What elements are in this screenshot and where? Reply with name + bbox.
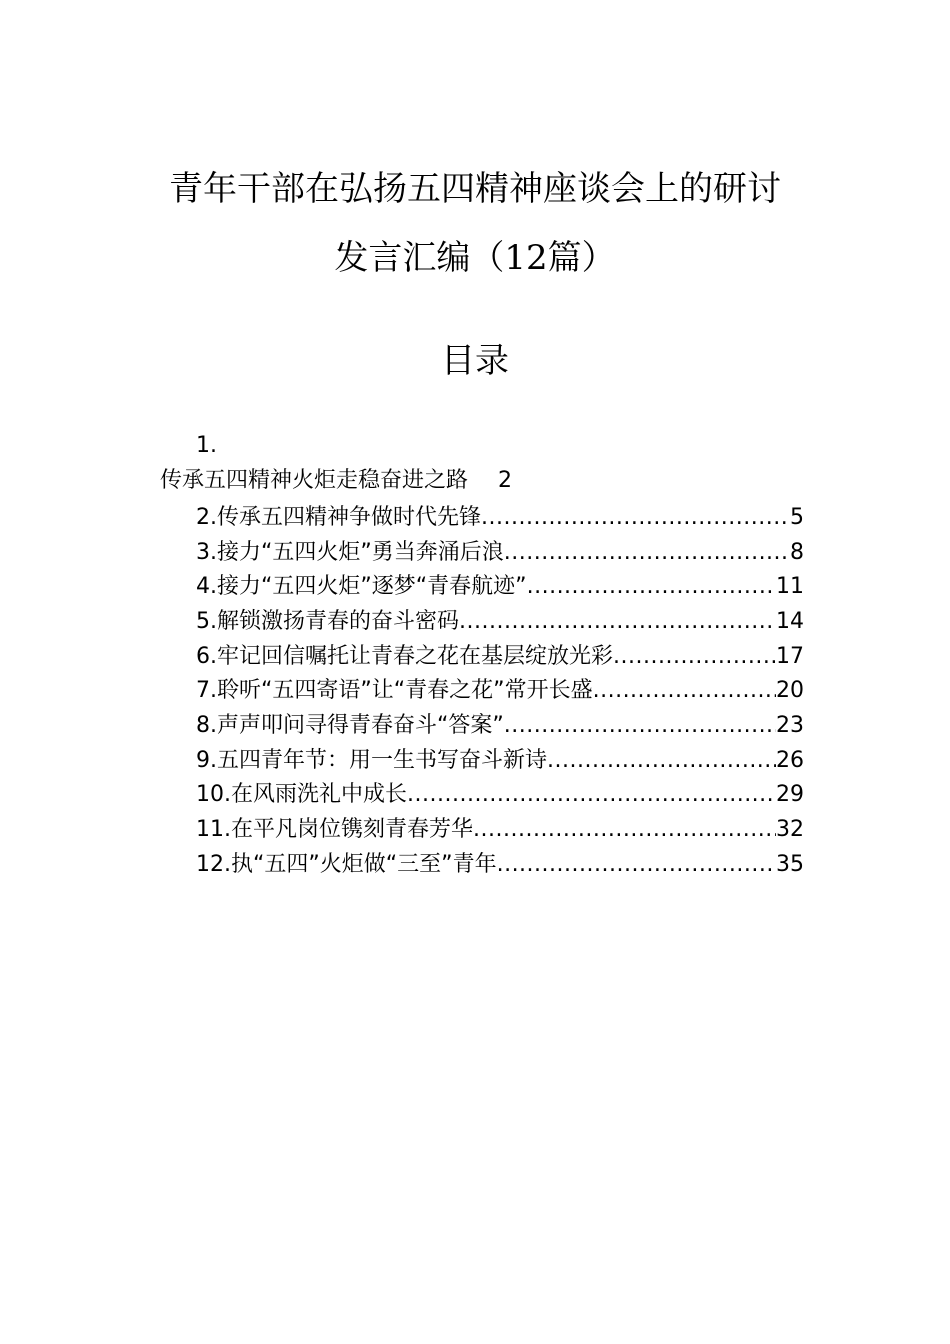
- toc-leader-dots: [481, 505, 790, 531]
- toc-item-page: 11: [776, 574, 804, 599]
- toc-item-6[interactable]: [196, 642, 804, 670]
- toc-item-label: 7.聆听“五四寄语”让“青春之花”常开长盛: [196, 678, 593, 703]
- toc-item-11[interactable]: [196, 815, 804, 843]
- toc-item-5[interactable]: [196, 607, 804, 635]
- toc-item-12[interactable]: [196, 850, 804, 878]
- toc-item-2[interactable]: [196, 503, 804, 531]
- toc-leader-dots: [504, 540, 790, 566]
- document-title-line-1: 青年干部在弘扬五四精神座谈会上的研讨: [169, 169, 781, 209]
- title-suffix: 篇）: [547, 238, 616, 278]
- toc-item-page: 35: [776, 852, 804, 877]
- toc-item-label: 11.在平凡岗位镌刻青春芳华: [196, 817, 473, 842]
- toc-item-label: 8.声声叩问寻得青春奋斗“答案”: [196, 713, 504, 738]
- toc-leader-dots: [504, 713, 776, 739]
- toc-item-7[interactable]: [196, 676, 804, 704]
- toc-leader-dots: [547, 748, 776, 774]
- toc-heading: 目录: [441, 341, 509, 381]
- toc-item-label: 3.接力“五四火炬”勇当奔涌后浪: [196, 540, 504, 565]
- toc-item-page: 32: [776, 817, 804, 842]
- toc-item-10[interactable]: [196, 780, 804, 808]
- toc-item-8[interactable]: [196, 711, 804, 739]
- toc-item-page: 8: [790, 540, 804, 565]
- toc-item-1-number[interactable]: 1.: [196, 433, 217, 458]
- toc-item-label: 9.五四青年节：用一生书写奋斗新诗: [196, 748, 547, 773]
- toc-leader-dots: [593, 678, 776, 704]
- toc-item-page: 5: [790, 505, 804, 530]
- toc-leader-dots: [527, 574, 776, 600]
- toc-item-page: 14: [776, 609, 804, 634]
- toc-item-label: 12.执“五四”火炬做“三至”青年: [196, 852, 497, 877]
- toc-item-label: 4.接力“五四火炬”逐梦“青春航迹”: [196, 574, 527, 599]
- toc-item-page: 20: [776, 678, 804, 703]
- toc-item-label: 6.牢记回信嘱托让青春之花在基层绽放光彩: [196, 644, 613, 669]
- toc-item-page: 17: [776, 644, 804, 669]
- toc-leader-dots: [407, 782, 776, 808]
- toc-item-page: 23: [776, 713, 804, 738]
- toc-item-page: 29: [776, 782, 804, 807]
- toc-leader-dots: [613, 644, 776, 670]
- toc-item-label: 10.在风雨洗礼中成长: [196, 782, 407, 807]
- toc-item-1-page: 2: [498, 468, 513, 493]
- toc-item-9[interactable]: [196, 746, 804, 774]
- title-prefix: 发言汇编（: [334, 238, 505, 278]
- toc-leader-dots: [459, 609, 776, 635]
- toc-item-1[interactable]: [160, 468, 512, 494]
- toc-leader-dots: [473, 817, 776, 843]
- title-count: 12: [504, 238, 548, 278]
- toc-item-label: 2.传承五四精神争做时代先锋: [196, 505, 481, 530]
- toc-item-label: 5.解锁激扬青春的奋斗密码: [196, 609, 459, 634]
- toc-item-page: 26: [776, 748, 804, 773]
- toc-item-3[interactable]: [196, 538, 804, 566]
- toc-item-4[interactable]: [196, 572, 804, 600]
- toc-leader-dots: [497, 852, 776, 878]
- toc-item-1-label: 传承五四精神火炬走稳奋进之路: [160, 468, 469, 493]
